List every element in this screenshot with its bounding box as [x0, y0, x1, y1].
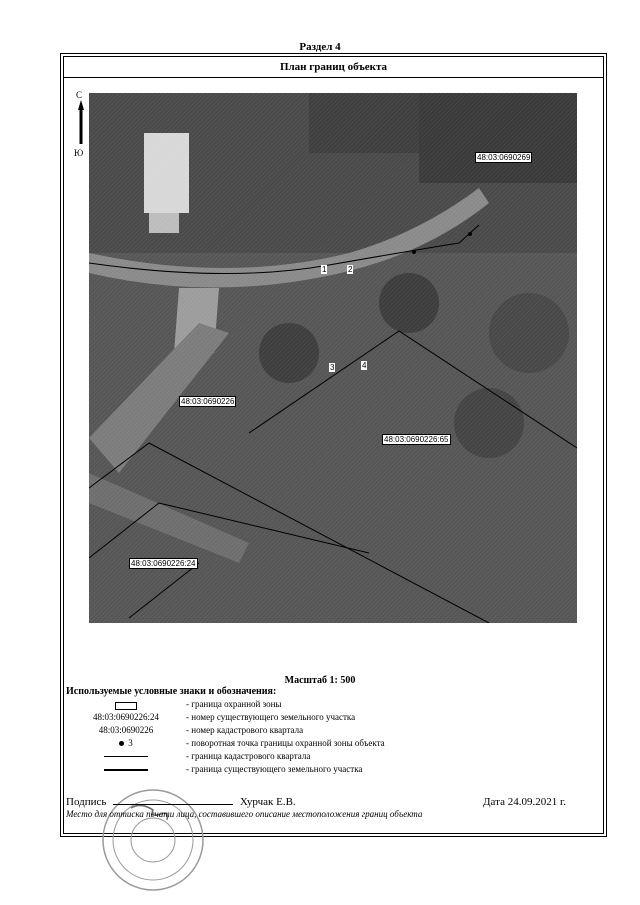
signature-row: [66, 796, 566, 808]
parcel-label-top-right: 48:03:0690269: [477, 153, 531, 162]
section-heading: Раздел 4: [299, 41, 341, 53]
signature-label: Подпись: [66, 796, 107, 808]
legend-item-zone-boundary: [66, 699, 586, 712]
page-title: План границ объекта: [63, 56, 604, 78]
quarter-boundary-symbol: [66, 751, 186, 761]
legend-item-parcel-boundary: [66, 764, 586, 777]
cadastral-map: [89, 93, 577, 623]
legend-item-quarter-number: [66, 725, 586, 738]
turning-point-number: 3: [128, 738, 133, 748]
point-1-label: 1: [322, 265, 327, 274]
parcel-number-symbol: 48:03:0690226:24: [92, 712, 159, 722]
zone-boundary-symbol: [66, 699, 186, 712]
signer-name: Хурчак Е.В.: [239, 796, 296, 808]
stamp-note: Место для оттиска печати лица, составившего описание местоположения границ объекта: [66, 809, 423, 819]
quarter-number-symbol: 48:03:0690226: [98, 725, 154, 735]
legend-desc: - граница кадастрового квартала: [186, 751, 311, 761]
parcel-boundary-symbol: [66, 764, 186, 774]
legend-desc: - граница охранной зоны: [186, 699, 282, 709]
map-scale: Масштаб 1: 500: [284, 675, 356, 686]
south-label: Ю: [74, 148, 84, 158]
north-arrow: [74, 90, 88, 162]
turning-point-symbol: [66, 738, 186, 748]
point-3-label: 3: [330, 363, 335, 372]
signature-line: [113, 804, 233, 805]
point-4-label: 4: [362, 361, 367, 370]
parcel-label-bottom-left: 48:03:0690226:24: [131, 559, 196, 568]
signature-date: Дата 24.09.2021 г.: [483, 796, 566, 808]
legend-item-turning-point: [66, 738, 586, 751]
legend-desc: - номер существующего земельного участка: [186, 712, 356, 722]
legend-desc: - поворотная точка границы охранной зоны объекта: [186, 738, 385, 748]
quarter-label: 48:03:0690226: [181, 397, 235, 406]
point-2-label: 2: [348, 265, 353, 274]
legend-desc: - граница существующего земельного участка: [186, 764, 363, 774]
north-label: С: [76, 90, 83, 100]
legend-item-quarter-boundary: [66, 751, 586, 764]
parcel-label-center: 48:03:0690226:65: [384, 435, 449, 444]
legend-item-parcel-number: [66, 712, 586, 725]
legend-title: Используемые условные знаки и обозначения:: [66, 686, 277, 697]
legend-desc: - номер кадастрового квартала: [186, 725, 304, 735]
aerial-photo: [89, 93, 577, 623]
